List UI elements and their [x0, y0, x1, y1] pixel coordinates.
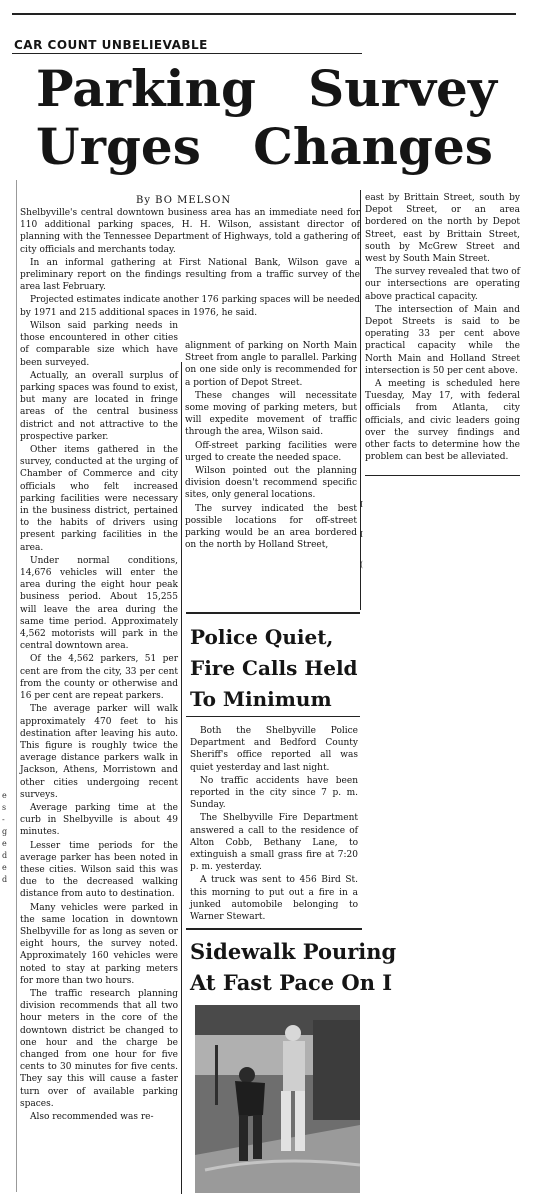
col3-end-rule [365, 475, 520, 476]
paragraph: Other items gathered in the survey, conducted at the urging of Chamber of Commerce and city officials who felt increased parking facilities were necessary in the business district, pertained to the habits of drivers using present parking facilities in the area. [20, 445, 178, 553]
paragraph: No traffic accidents have been reported in the city since 7 p. m. Sunday. [190, 775, 358, 811]
paragraph: Wilson pointed out the planning division doesn't recommend specific sites, only general locations. [185, 466, 357, 501]
sidewalk-top-rule [186, 928, 362, 930]
police-head-rule [186, 716, 360, 717]
paragraph: A meeting is scheduled here Tuesday, May 17, with federal officials from Atlanta, city officials, and civic leaders going over the survey findings and other facts to determine how the problem can best be alleviated. [365, 379, 520, 463]
byline: By BO MELSON [136, 195, 232, 206]
paragraph: alignment of parking on North Main Street from angle to parallel. Parking on one side only is recommended for a portion of Depot Street. [185, 341, 357, 388]
paragraph: The survey revealed that two of our intersections are operating above practical capacity. [365, 267, 520, 302]
police-story-body [190, 725, 358, 924]
top-rule [12, 13, 516, 15]
left-margin-rule [16, 180, 17, 1192]
sidewalk-headline: Sidewalk Pouring At Fast Pace On I [190, 939, 397, 995]
workers-photo-image [195, 1005, 360, 1193]
paragraph: The intersection of Main and Depot Streets is said to be operating 33 per cent above practical capacity while the North Main and Holland Street intersection is 50 per cent above. [365, 304, 520, 376]
paragraph: Wilson said parking needs in those encountered in other cities of comparable size which have been surveyed. [20, 321, 178, 368]
main-story-col-1 [20, 207, 360, 320]
sidewalk-photo [195, 1005, 360, 1193]
paragraph: The average parker will walk approximately 470 feet to his destination after leaving his auto. This figure is roughly twice the average distance parkers walk in Jackson, Athens, Morristown and other cities undergoing recent surveys. [20, 704, 178, 800]
police-headline: Police Quiet, Fire Calls Held To Minimum [190, 625, 358, 711]
paragraph: Average parking time at the curb in Shelbyville is about 49 minutes. [20, 802, 178, 838]
paragraph: east by Brittain Street, south by Depot Street, or an area bordered on the north by Depot Street, east by Brittain Street, south by McGrew Street and west by South Main Street. [365, 193, 520, 265]
paragraph: In an informal gathering at First National Bank, Wilson gave a preliminary report on the findings resulting from a traffic survey of the area last February. [20, 257, 360, 293]
paragraph: Off-street parking facilities were urged to create the needed space. [185, 440, 357, 463]
headline-line-1: Parking Survey [36, 59, 497, 118]
paragraph: Projected estimates indicate another 176 parking spaces will be needed by 1971 and 215 additional spaces in 1976, he said. [20, 295, 360, 318]
paragraph: These changes will necessitate some moving of parking meters, but will expedite movement of traffic through the area, Wilson said. [185, 390, 357, 438]
paragraph: Many vehicles were parked in the same location in downtown Shelbyville for as long as seven or eight hours, the survey noted. Approximately 160 vehicles were noted to stay at parking meters for more than two hours. [20, 902, 178, 986]
paragraph: The Shelbyville Fire Department answered a call to the residence of Alton Cobb, Bethany Lane, to extinguish a small grass fire at 7:20 p. m. yesterday. [190, 813, 358, 873]
paragraph: Of the 4,562 parkers, 51 per cent are from the city, 33 per cent from the county or otherwise and 16 per cent are repeat parkers. [20, 654, 178, 702]
paragraph: Both the Shelbyville Police Department and Bedford County Sheriff's office reported all was quiet yesterday and last night. [190, 726, 358, 773]
main-story-col-2 [185, 340, 357, 552]
main-story-col-1-narrow [20, 320, 178, 1124]
police-top-rule [186, 612, 360, 614]
paragraph: The survey indicated the best possible locations for off-street parking would be an area bordered on the north by Holland Street, [185, 503, 357, 551]
paragraph: The traffic research planning division recommends that all two hour meters in the core of the downtown district be changed to one hour and the charge be changed from one hour for five cents to 30 minutes for five cents. They say this will cause a faster turn over of available parking spaces. [20, 988, 178, 1109]
right-margin-fragments: I I ( [360, 500, 364, 569]
main-story-col-3 [365, 192, 520, 464]
main-headline [36, 59, 497, 176]
paragraph: Also recommended was re- [30, 1112, 154, 1122]
paragraph: A truck was sent to 456 Bird St. this morning to put out a fire in a junked automobile belonging to Warner Stewart. [190, 875, 358, 923]
paragraph: Actually, an overall surplus of parking spaces was found to exist, but many are located in fringe areas of the central business district and not attractive to the prospective parker. [20, 370, 178, 442]
column-rule-1 [181, 362, 182, 1194]
paragraph: Lesser time periods for the average parker has been noted in these cities. Wilson said this was due to the decreased walking distance from auto to destination. [20, 840, 178, 900]
left-margin-fragments: e s - g e d e d [2, 791, 8, 884]
paragraph: Shelbyville's central downtown business area has an immediate need for 110 additional parking spaces, H. H. Wilson, assistant director of planning with the Tennessee Department of Highways, told a gathering of city officials and merchants today. [20, 208, 360, 255]
headline-line-2: Urges Changes [36, 117, 493, 176]
paragraph: Under normal conditions, 14,676 vehicles will enter the area during the eight hour peak business period. About 15,255 will leave the area during the same time period. Approximately 4,562 motorists will park in the central downtown area. [20, 555, 178, 652]
kicker-text: CAR COUNT UNBELIEVABLE [14, 38, 208, 52]
kicker-rule [12, 53, 362, 54]
